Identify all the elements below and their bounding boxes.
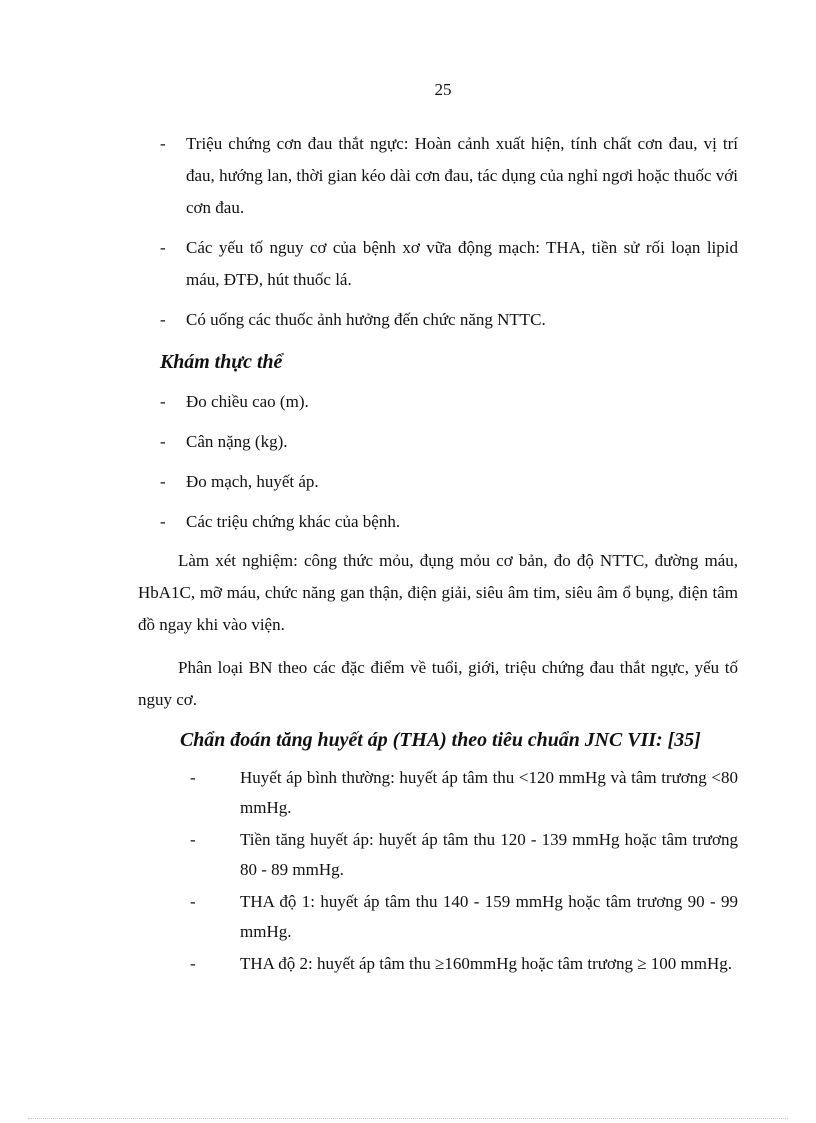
bullet-dash: - [190,954,196,973]
bullet-dash: - [190,830,196,849]
bullet-dash: - [190,892,196,911]
tests-paragraph: Làm xét nghiệm: công thức mỏu, đụng mỏu cơ bản, đo độ NTTC, đường máu, HbA1C, mỡ máu, chức năng gan thận, điện giải, siêu âm tim, siêu âm ổ bụng, điện tâm đồ ngay khi vào viện. [138,551,738,634]
bullet-dash: - [160,238,166,257]
list-item [160,386,738,418]
classify-paragraph: Phân loại BN theo các đặc điểm về tuổi, giới, triệu chứng đau thắt ngực, yếu tố nguy cơ. [138,658,738,709]
list-item-text: Triệu chứng cơn đau thắt ngực: Hoàn cảnh xuất hiện, tính chất cơn đau, vị trí đau, hướng lan, thời gian kéo dài cơn đau, tác dụng của nghỉ ngơi hoặc thuốc với cơn đau. [186,134,738,217]
list-item [160,466,738,498]
bullet-dash: - [160,432,166,451]
list-item-text: Huyết áp bình thường: huyết áp tâm thu <120 mmHg và tâm trương <80 mmHg. [240,768,738,817]
list-item-text: Cân nặng (kg). [186,432,288,451]
list-item [160,232,738,296]
list-item-text: Tiền tăng huyết áp: huyết áp tâm thu 120 - 139 mmHg hoặc tâm trương 80 - 89 mmHg. [240,830,738,879]
bullet-dash: - [160,310,166,329]
list-item [190,763,738,823]
footer-divider [28,1118,788,1119]
list-item [160,426,738,458]
list-item [190,825,738,885]
bullet-dash: - [160,392,166,411]
list-item [190,887,738,947]
page-number: 25 [434,80,452,99]
list-item [160,506,738,538]
list-item-text: Các triệu chứng khác của bệnh. [186,512,401,531]
list-item-text: Các yếu tố nguy cơ của bệnh xơ vữa động mạch: THA, tiền sử rối loạn lipid máu, ĐTĐ, hút thuốc lá. [186,238,738,289]
symptoms-list [160,128,738,344]
bullet-dash: - [160,472,166,491]
list-item [160,128,738,224]
exam-list [160,386,738,546]
bullet-dash: - [160,134,166,153]
list-item-text: THA độ 1: huyết áp tâm thu 140 - 159 mmHg hoặc tâm trương 90 - 99 mmHg. [240,892,738,941]
diagnosis-heading: Chẩn đoán tăng huyết áp (THA) theo tiêu chuẩn JNC VII: [35] [180,729,701,751]
list-item [190,949,738,979]
list-item-text: Có uống các thuốc ảnh hưởng đến chức năng NTTC. [186,310,546,329]
list-item-text: Đo mạch, huyết áp. [186,472,319,491]
list-item [160,304,738,336]
list-item-text: THA độ 2: huyết áp tâm thu ≥160mmHg hoặc tâm trương ≥ 100 mmHg. [240,954,733,973]
list-item-text: Đo chiều cao (m). [186,392,309,411]
diagnosis-list [190,763,738,981]
bullet-dash: - [160,512,166,531]
bullet-dash: - [190,768,196,787]
exam-heading: Khám thực thể [160,351,283,373]
